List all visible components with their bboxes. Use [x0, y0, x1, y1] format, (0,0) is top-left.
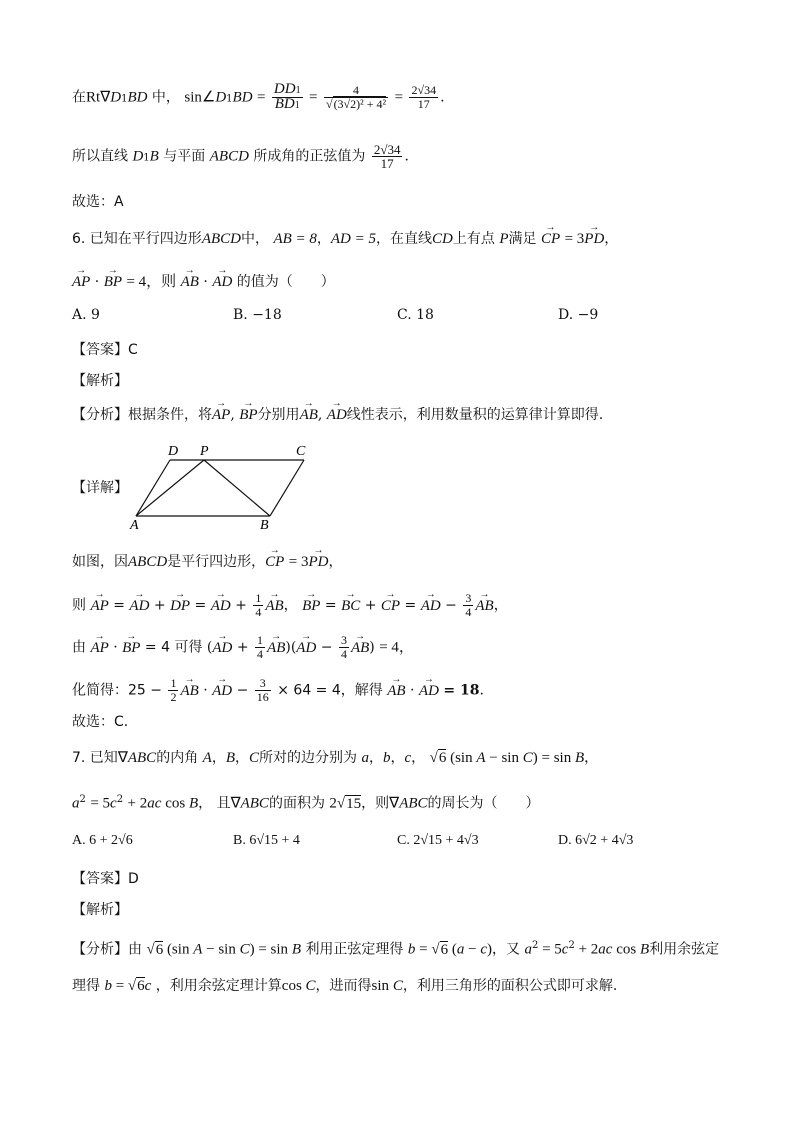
q6-option-d: D. −9 — [558, 307, 599, 323]
label-p: P — [200, 444, 209, 459]
text: 分别用 — [257, 407, 300, 423]
text: 6. 已知在平行四边形 — [72, 231, 202, 247]
text: 的面积为 — [268, 795, 325, 812]
text: ，利用余弦定理计算 — [155, 978, 282, 994]
text: 的值为（ ） — [236, 274, 335, 290]
q6-option-c: C. 18 — [397, 307, 434, 323]
q7-line2: $a^2 = 5c^2 + 2ac$ cos B， 且∇ABC的面积为 2√15，则∇ABC的周长为（ ） — [72, 794, 540, 812]
q7-line1: 7. 已知∇ABC的内角 A，B，C所对的边分别为 a，b，c， √6 (sin A − sin C) = sin B， — [72, 750, 599, 766]
text: 线性表示，利用数量积的运算律计算即得. — [346, 407, 604, 423]
q6-final: 故选：C. — [72, 714, 129, 730]
text: 【分析】根据条件，将 — [72, 407, 212, 423]
text: 利用余弦定 — [649, 941, 720, 958]
q7-option-c: C. 2√15 + 4√3 — [397, 833, 479, 848]
text: 所成角的正弦值为 — [253, 148, 366, 165]
q6-jiexi: 【解析】 — [72, 373, 128, 389]
fraction: $\frac{1}{4}$ — [255, 591, 262, 619]
text: ，又 — [491, 941, 520, 958]
q6-step3: 由 → AP · → BP = 4 可得 (→ AD + $\frac{1}{4}$ → AB)(→ AD − $\frac{3}{4}$ → AB) = 4， — [72, 634, 414, 661]
text: 如图，因 — [72, 554, 128, 570]
q7-jiexi: 【解析】 — [72, 902, 128, 918]
q6-option-a: A. 9 — [72, 307, 100, 323]
text: × 64 = 4，解得 — [277, 682, 383, 699]
text: Rt — [86, 89, 101, 106]
text: ，利用三角形的面积公式即可求解. — [402, 978, 618, 994]
parallelogram-figure — [126, 440, 326, 532]
segment-pa — [136, 460, 204, 516]
text: 由 — [72, 639, 86, 656]
q7-option-a: A. 6 + 2√6 — [72, 833, 133, 848]
q6-option-b: B. −18 — [233, 307, 282, 323]
fraction: $\frac{4}{\text{√(3√2)² + 4²}}$ — [325, 83, 387, 111]
text: 利用正弦定理得 — [305, 941, 404, 958]
text: = 4 可得 — [144, 639, 203, 656]
fraction: $\frac{3}{4}$ — [465, 591, 472, 619]
text: AD = 5 — [330, 231, 377, 247]
text: 的周长为（ ） — [427, 795, 540, 812]
q7-answer: 【答案】D — [72, 871, 139, 887]
text: 中， — [151, 89, 180, 106]
text: 中， — [240, 231, 269, 247]
text: 所以直线 — [72, 148, 128, 165]
label-c: C — [296, 444, 306, 459]
text: 7. 已知 — [72, 750, 118, 766]
choice-line: 故选：A — [72, 194, 124, 210]
q6-fenxi: 【分析】根据条件，将→ AP, → BP分别用→ AB, → AD线性表示，利用数量积的运算律计算即得. — [72, 405, 603, 425]
q6-step4: 化简得：25 − $\frac{1}{2}$ → AB · → AD − $\frac{3}{16}$ × 64 = 4，解得 → AB · → AD = 18. — [72, 677, 484, 704]
text: 上有点 — [452, 231, 495, 247]
q6-line2: → AP · → BP = 4，则 → AB · → AD 的值为（ ） — [72, 272, 335, 292]
text: 与平面 — [163, 148, 206, 165]
text: ∇ — [100, 89, 111, 106]
text: sin — [184, 89, 202, 106]
fraction: $\frac{1}{2}$ — [170, 676, 177, 704]
fraction: $\frac{2√34}{17}$ — [373, 142, 401, 171]
text: = 4，则 — [126, 274, 177, 290]
q6-answer: 【答案】C — [72, 342, 138, 358]
q7-fenxi-2: 理得 b = √6c ，利用余弦定理计算cos C，进而得sin C，利用三角形的面积公式即可求解. — [72, 978, 618, 994]
text: ，进而得 — [315, 978, 372, 994]
fraction: $\frac{3}{4}$ — [340, 633, 347, 661]
text: 在 — [72, 89, 86, 106]
text: 所对的边分别为 — [259, 750, 358, 766]
label-b: B — [260, 518, 269, 532]
q7-fenxi: 【分析】由 √6 (sin A − sin C) = sin B 利用正弦定理得 b = √6 (a − c)，又 $a^2 = 5c^2 + 2ac$ cos B利用余弦定 — [72, 940, 720, 958]
q7-option-b: B. 6√15 + 4 — [233, 833, 300, 848]
edge-da — [136, 460, 170, 516]
fraction: $\frac{DD1}{BD1}$ — [273, 81, 301, 112]
text: 且 — [216, 795, 231, 812]
segment-pb — [204, 460, 270, 516]
text: ， — [411, 750, 426, 766]
text: 化简得：25 − — [72, 682, 162, 699]
q6-xiangjie: 【详解】 — [72, 480, 128, 496]
q6-step1: 如图，因ABCD是平行四边形，→ CP = 3→ PD， — [72, 552, 343, 572]
text: ，则 — [361, 795, 390, 812]
text: 满足 — [508, 231, 537, 247]
text: = 4， — [379, 639, 414, 656]
edge-cb — [270, 460, 304, 516]
text: 的内角 — [156, 750, 199, 766]
text: 则 — [72, 597, 86, 614]
fraction: $\frac{2√34}{17}$ — [411, 83, 437, 111]
q7-option-d: D. 6√2 + 4√3 — [558, 833, 634, 848]
fraction: $\frac{1}{4}$ — [257, 633, 264, 661]
line-conclusion: 所以直线 D1B 与平面 ABCD 所成角的正弦值为 $\frac{2√34}{17}$ . — [72, 142, 409, 171]
label-a: A — [130, 518, 139, 532]
line-rt-triangle: 在Rt∇D1BD 中， sin∠D1BD = $\frac{DD1}{BD1}$ = $\frac{4}{\text{√(3√2)² + 4²}}$ = $\frac{2√34}{17}$ . — [72, 81, 445, 112]
text: 【分析】由 — [72, 941, 142, 958]
text: ，在直线 — [376, 231, 433, 247]
q6-line1: 6. 已知在平行四边形ABCD中， AB = 8，AD = 5，在直线CD上有点 P满足 → CP = 3→ PD， — [72, 229, 618, 249]
text: = 18 — [443, 682, 480, 699]
q6-step2: 则 → AP = → AD + → DP = → AD + $\frac{1}{4}$ → AB， → BP = → BC + → CP = → AD − $\frac{3}{4}$ → AB， — [72, 592, 508, 619]
text: 理得 — [72, 978, 100, 994]
text: 是平行四边形， — [167, 554, 266, 570]
label-d: D — [168, 444, 179, 459]
text: AB = 8 — [273, 231, 317, 247]
fraction: $\frac{3}{16}$ — [256, 676, 269, 704]
